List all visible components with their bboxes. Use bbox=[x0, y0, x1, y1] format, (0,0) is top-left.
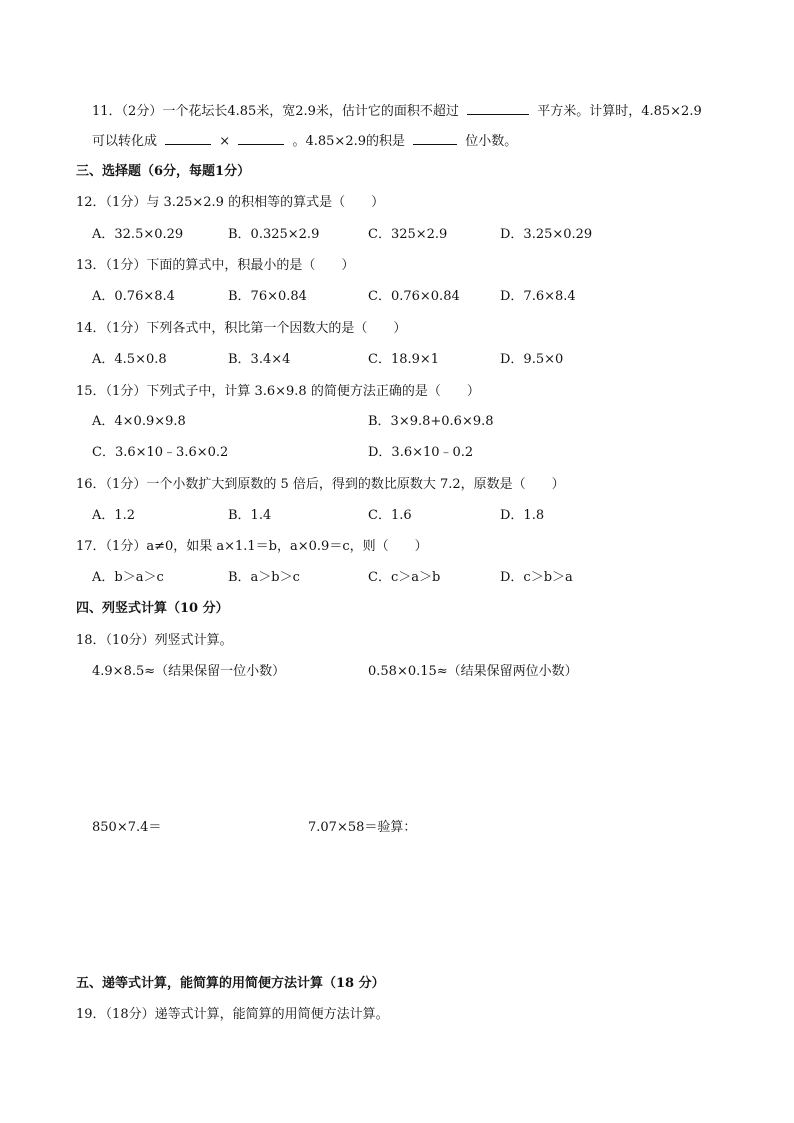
q17-option-d[interactable]: D．c＞b＞a bbox=[500, 570, 573, 585]
q14-option-c[interactable]: C．18.9×1 bbox=[368, 352, 440, 367]
q11-line2 bbox=[92, 132, 517, 151]
q16-option-c[interactable]: C．1.6 bbox=[368, 508, 412, 523]
q16-stem: 16．（1分）一个小数扩大到原数的 5 倍后，得到的数比原数大 7.2，原数是（ ） bbox=[76, 477, 565, 492]
q13-option-a[interactable]: A．0.76×8.4 bbox=[92, 289, 175, 304]
q15-option-c[interactable]: C．3.6×10﹣3.6×0.2 bbox=[92, 445, 229, 460]
q11-text-e: 位小数。 bbox=[465, 134, 518, 149]
q12-option-a[interactable]: A．32.5×0.29 bbox=[92, 227, 184, 242]
q11-blank-factor2[interactable] bbox=[238, 132, 284, 145]
section-5-heading: 五、递等式计算，能简算的用简便方法计算（18 分） bbox=[76, 976, 385, 991]
q12-option-c[interactable]: C．325×2.9 bbox=[368, 227, 448, 242]
q15-stem: 15．（1分）下列式子中，计算 3.6×9.8 的简便方法正确的是（ ） bbox=[76, 384, 480, 399]
q13-option-b[interactable]: B．76×0.84 bbox=[228, 289, 307, 304]
q13-stem: 13．（1分）下面的算式中，积最小的是（ ） bbox=[76, 258, 355, 273]
q12-stem: 12．（1分）与 3.25×2.9 的积相等的算式是（ ） bbox=[76, 195, 385, 210]
q18-item-4: 7.07×58＝验算： bbox=[308, 820, 417, 835]
q11-blank-digits[interactable] bbox=[413, 132, 457, 145]
section-4-heading: 四、列竖式计算（10 分） bbox=[76, 601, 229, 616]
q16-option-b[interactable]: B．1.4 bbox=[228, 508, 272, 523]
q13-option-c[interactable]: C．0.76×0.84 bbox=[368, 289, 460, 304]
q14-option-d[interactable]: D．9.5×0 bbox=[500, 352, 564, 367]
q15-option-a[interactable]: A．4×0.9×9.8 bbox=[92, 414, 186, 429]
q17-option-b[interactable]: B．a＞b＞c bbox=[228, 570, 300, 585]
q18-item-1: 4.9×8.5≈（结果保留一位小数） bbox=[92, 664, 286, 679]
q11-blank-factor1[interactable] bbox=[165, 132, 211, 145]
q11-text-b: 平方米。计算时，4.85×2.9 bbox=[537, 104, 702, 119]
q11-text-d: 。4.85×2.9的积是 bbox=[292, 134, 405, 149]
q12-option-b[interactable]: B．0.325×2.9 bbox=[228, 227, 320, 242]
q17-option-c[interactable]: C．c＞a＞b bbox=[368, 570, 441, 585]
q11-blank-area[interactable] bbox=[467, 102, 529, 115]
q15-option-d[interactable]: D．3.6×10﹣0.2 bbox=[368, 445, 474, 460]
q11-times: × bbox=[219, 134, 231, 149]
q16-option-a[interactable]: A．1.2 bbox=[92, 508, 136, 523]
q14-option-b[interactable]: B．3.4×4 bbox=[228, 352, 291, 367]
q11-text-c: 可以转化成 bbox=[92, 134, 158, 149]
q14-stem: 14．（1分）下列各式中，积比第一个因数大的是（ ） bbox=[76, 321, 407, 336]
q18-item-2: 0.58×0.15≈（结果保留两位小数） bbox=[368, 664, 578, 679]
q17-option-a[interactable]: A．b＞a＞c bbox=[92, 570, 164, 585]
q17-stem: 17．（1分）a≠0，如果 a×1.1＝b，a×0.9＝c，则（ ） bbox=[76, 539, 428, 554]
q18-stem: 18．（10分）列竖式计算。 bbox=[76, 633, 233, 648]
q11-line1 bbox=[92, 102, 702, 121]
q12-option-d[interactable]: D．3.25×0.29 bbox=[500, 227, 593, 242]
q19-stem: 19．（18分）递等式计算，能简算的用简便方法计算。 bbox=[76, 1007, 389, 1022]
q14-option-a[interactable]: A．4.5×0.8 bbox=[92, 352, 167, 367]
q13-option-d[interactable]: D．7.6×8.4 bbox=[500, 289, 576, 304]
q11-text-a: 11．（2分）一个花坛长4.85米，宽2.9米，估计它的面积不超过 bbox=[92, 104, 459, 119]
section-3-heading: 三、选择题（6分，每题1分） bbox=[76, 164, 251, 179]
q18-item-3: 850×7.4＝ bbox=[92, 820, 162, 835]
q15-option-b[interactable]: B．3×9.8+0.6×9.8 bbox=[368, 414, 494, 429]
q16-option-d[interactable]: D．1.8 bbox=[500, 508, 545, 523]
